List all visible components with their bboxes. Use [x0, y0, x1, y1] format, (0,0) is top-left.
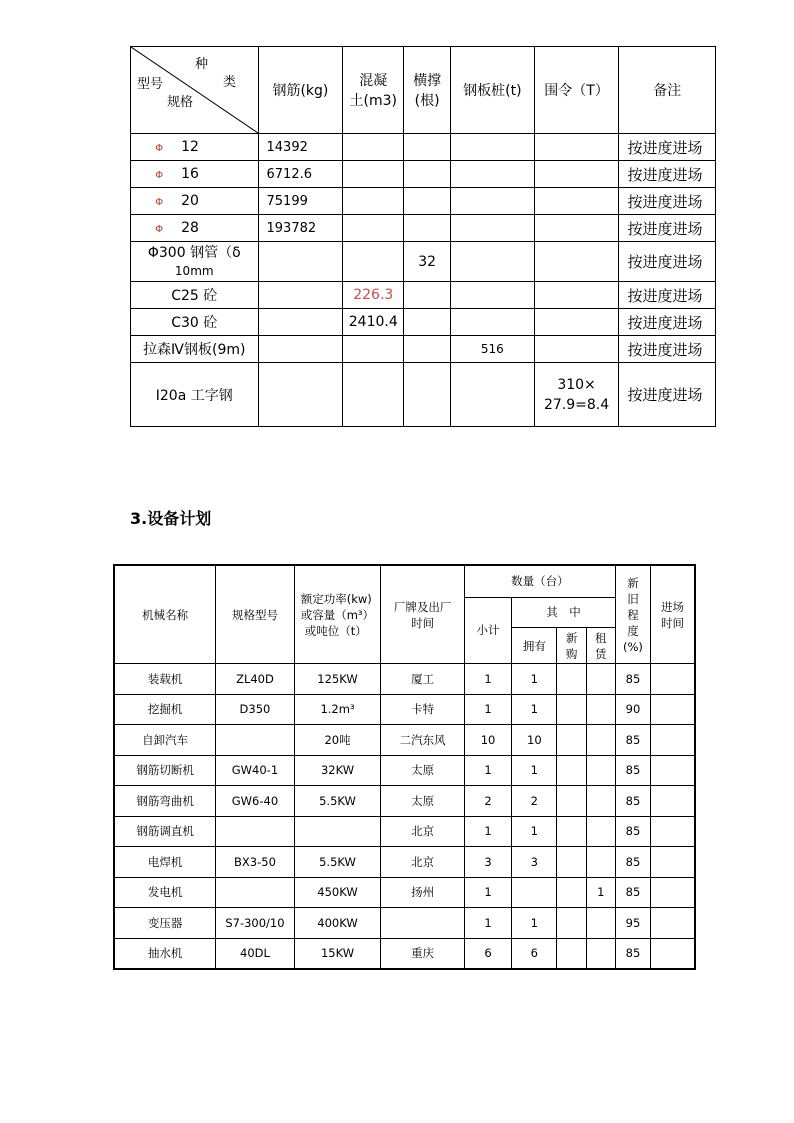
table-row	[131, 363, 716, 427]
name-cell: 挖掘机	[114, 694, 216, 725]
note-cell: 按进度进场	[619, 336, 716, 363]
subtotal-cell: 2	[464, 786, 511, 817]
header-brace: 横撑 (根)	[404, 47, 451, 134]
concrete-cell	[343, 242, 404, 282]
type-cell: C25 砼	[131, 282, 259, 309]
rent-cell	[586, 786, 615, 817]
material-plan-table	[130, 46, 716, 427]
subtotal-cell: 1	[464, 664, 511, 695]
model-cell: D350	[216, 694, 295, 725]
concrete-cell	[343, 336, 404, 363]
rebar-symbol-icon: Φ	[155, 197, 164, 208]
rent-cell	[586, 664, 615, 695]
cond-cell: 85	[615, 847, 650, 878]
cond-cell: 85	[615, 725, 650, 756]
pile-cell: 516	[451, 336, 535, 363]
rebar-symbol-icon: Φ	[155, 224, 164, 235]
cond-cell: 85	[615, 877, 650, 908]
entry-cell	[651, 816, 695, 847]
subtotal-cell: 1	[464, 877, 511, 908]
brand-cell: 厦工	[381, 664, 465, 695]
new-cell	[557, 908, 586, 939]
header-wale: 围令（T）	[534, 47, 619, 134]
rent-cell	[586, 816, 615, 847]
concrete-cell	[343, 134, 404, 161]
concrete-cell	[343, 363, 404, 427]
table-row	[114, 877, 695, 908]
concrete-cell: 2410.4	[343, 309, 404, 336]
header-model: 规格型号	[216, 565, 295, 664]
wale-cell	[534, 215, 619, 242]
note-cell: 按进度进场	[619, 242, 716, 282]
new-cell	[557, 816, 586, 847]
header-entry-time: 进场 时间	[651, 565, 695, 664]
model-cell: ZL40D	[216, 664, 295, 695]
header-subtotal: 小计	[464, 597, 511, 664]
power-cell: 5.5KW	[294, 786, 381, 817]
table-row	[131, 134, 716, 161]
corner-label-left: 型号	[137, 77, 164, 92]
table-row	[131, 309, 716, 336]
rent-cell	[586, 938, 615, 969]
owned-cell: 1	[512, 694, 557, 725]
type-cell: Φ300 钢管（δ 10mm	[131, 242, 259, 282]
section-title: 3.设备计划	[130, 509, 212, 528]
name-cell: 发电机	[114, 877, 216, 908]
table-row	[131, 215, 716, 242]
note-cell: 按进度进场	[619, 161, 716, 188]
header-owned: 拥有	[512, 628, 557, 664]
rent-cell	[586, 694, 615, 725]
header-sheet-pile: 钢板桩(t)	[451, 47, 535, 134]
header-quantity: 数量（台）	[464, 565, 615, 597]
table-row	[114, 908, 695, 939]
power-cell: 15KW	[294, 938, 381, 969]
entry-cell	[651, 755, 695, 786]
type-cell: Φ 28	[131, 215, 259, 242]
new-cell	[557, 786, 586, 817]
note-cell: 按进度进场	[619, 215, 716, 242]
rent-cell	[586, 847, 615, 878]
pile-cell	[451, 188, 535, 215]
new-cell	[557, 877, 586, 908]
table-row	[114, 938, 695, 969]
concrete-cell	[343, 188, 404, 215]
brand-cell: 北京	[381, 847, 465, 878]
header-note: 备注	[619, 47, 716, 134]
brace-cell	[404, 336, 451, 363]
cond-cell: 85	[615, 786, 650, 817]
rebar-cell	[258, 282, 343, 309]
type-cell: C30 砼	[131, 309, 259, 336]
note-cell: 按进度进场	[619, 134, 716, 161]
cond-cell: 85	[615, 664, 650, 695]
wale-cell	[534, 242, 619, 282]
entry-cell	[651, 664, 695, 695]
pile-cell	[451, 161, 535, 188]
header-condition: 新 旧 程 度 (%)	[615, 565, 650, 664]
brace-cell	[404, 161, 451, 188]
brace-cell	[404, 363, 451, 427]
subtotal-cell: 1	[464, 694, 511, 725]
new-cell	[557, 664, 586, 695]
header-brand: 厂牌及出厂 时间	[381, 565, 465, 664]
brand-cell: 北京	[381, 816, 465, 847]
type-cell: I20a 工字钢	[131, 363, 259, 427]
name-cell: 钢筋调直机	[114, 816, 216, 847]
brace-cell	[404, 309, 451, 336]
cond-cell: 95	[615, 908, 650, 939]
concrete-cell: 226.3	[343, 282, 404, 309]
power-cell: 32KW	[294, 755, 381, 786]
power-cell: 125KW	[294, 664, 381, 695]
brand-cell	[381, 908, 465, 939]
power-cell: 5.5KW	[294, 847, 381, 878]
pile-cell	[451, 215, 535, 242]
entry-cell	[651, 725, 695, 756]
note-cell: 按进度进场	[619, 309, 716, 336]
pile-cell	[451, 282, 535, 309]
rebar-cell: 75199	[258, 188, 343, 215]
owned-cell: 1	[512, 664, 557, 695]
brand-cell: 二汽东风	[381, 725, 465, 756]
owned-cell: 1	[512, 755, 557, 786]
table-row	[114, 816, 695, 847]
concrete-cell	[343, 215, 404, 242]
header-rent: 租 赁	[586, 628, 615, 664]
pile-cell	[451, 242, 535, 282]
header-among: 其 中	[512, 597, 616, 628]
new-cell	[557, 847, 586, 878]
owned-cell: 1	[512, 816, 557, 847]
entry-cell	[651, 694, 695, 725]
entry-cell	[651, 847, 695, 878]
corner-label-bottom: 规格	[167, 95, 194, 110]
header-new: 新 购	[557, 628, 586, 664]
rebar-cell	[258, 242, 343, 282]
cond-cell: 90	[615, 694, 650, 725]
subtotal-cell: 10	[464, 725, 511, 756]
owned-cell	[512, 877, 557, 908]
brand-cell: 扬州	[381, 877, 465, 908]
owned-cell: 1	[512, 908, 557, 939]
header-concrete: 混凝 土(m3)	[343, 47, 404, 134]
table-row	[131, 242, 716, 282]
wale-cell	[534, 134, 619, 161]
table-header-row	[114, 565, 695, 597]
rent-cell	[586, 725, 615, 756]
power-cell	[294, 816, 381, 847]
entry-cell	[651, 938, 695, 969]
rent-cell: 1	[586, 877, 615, 908]
brand-cell: 卡特	[381, 694, 465, 725]
corner-label-right: 类	[223, 75, 237, 90]
brand-cell: 重庆	[381, 938, 465, 969]
wale-cell	[534, 161, 619, 188]
table-row	[114, 694, 695, 725]
table-header-row	[131, 47, 716, 134]
name-cell: 自卸汽车	[114, 725, 216, 756]
name-cell: 钢筋弯曲机	[114, 786, 216, 817]
header-power: 额定功率(kw) 或容量（m³） 或吨位（t）	[294, 565, 381, 664]
rebar-cell: 14392	[258, 134, 343, 161]
new-cell	[557, 755, 586, 786]
rebar-cell	[258, 363, 343, 427]
owned-cell: 6	[512, 938, 557, 969]
type-cell: 拉森Ⅳ钢板(9m)	[131, 336, 259, 363]
concrete-cell	[343, 161, 404, 188]
type-cell: Φ 16	[131, 161, 259, 188]
table-row	[131, 336, 716, 363]
table-row	[131, 282, 716, 309]
new-cell	[557, 725, 586, 756]
owned-cell: 10	[512, 725, 557, 756]
brace-cell	[404, 134, 451, 161]
entry-cell	[651, 908, 695, 939]
model-cell	[216, 877, 295, 908]
power-cell: 450KW	[294, 877, 381, 908]
brace-cell	[404, 188, 451, 215]
wale-cell	[534, 336, 619, 363]
rebar-cell: 193782	[258, 215, 343, 242]
cond-cell: 85	[615, 816, 650, 847]
rent-cell	[586, 908, 615, 939]
corner-label-top: 种	[195, 57, 209, 72]
name-cell: 抽水机	[114, 938, 216, 969]
model-cell	[216, 816, 295, 847]
model-cell: GW6-40	[216, 786, 295, 817]
rebar-cell	[258, 309, 343, 336]
type-cell: Φ 20	[131, 188, 259, 215]
cond-cell: 85	[615, 755, 650, 786]
cond-cell: 85	[615, 938, 650, 969]
rebar-symbol-icon: Φ	[155, 170, 164, 181]
wale-cell	[534, 282, 619, 309]
brace-cell: 32	[404, 242, 451, 282]
header-rebar: 钢筋(kg)	[258, 47, 343, 134]
subtotal-cell: 1	[464, 755, 511, 786]
pile-cell	[451, 134, 535, 161]
wale-cell: 310× 27.9=8.4	[534, 363, 619, 427]
note-cell: 按进度进场	[619, 282, 716, 309]
brace-cell	[404, 282, 451, 309]
table-row	[131, 161, 716, 188]
model-cell	[216, 725, 295, 756]
power-cell: 1.2m³	[294, 694, 381, 725]
table-row	[114, 664, 695, 695]
rebar-symbol-icon: Φ	[155, 143, 164, 154]
brace-cell	[404, 215, 451, 242]
model-cell: 40DL	[216, 938, 295, 969]
table-row	[114, 755, 695, 786]
wale-cell	[534, 309, 619, 336]
table-row	[114, 725, 695, 756]
new-cell	[557, 694, 586, 725]
rebar-cell: 6712.6	[258, 161, 343, 188]
rebar-cell	[258, 336, 343, 363]
note-cell: 按进度进场	[619, 188, 716, 215]
model-cell: GW40-1	[216, 755, 295, 786]
model-cell: S7-300/10	[216, 908, 295, 939]
note-cell: 按进度进场	[619, 363, 716, 427]
subtotal-cell: 1	[464, 908, 511, 939]
power-cell: 20吨	[294, 725, 381, 756]
name-cell: 电焊机	[114, 847, 216, 878]
entry-cell	[651, 786, 695, 817]
power-cell: 400KW	[294, 908, 381, 939]
name-cell: 钢筋切断机	[114, 755, 216, 786]
pile-cell	[451, 363, 535, 427]
pile-cell	[451, 309, 535, 336]
table-row	[131, 188, 716, 215]
table-row	[114, 847, 695, 878]
diagonal-header-cell	[131, 47, 259, 134]
name-cell: 装载机	[114, 664, 216, 695]
brand-cell: 太原	[381, 786, 465, 817]
subtotal-cell: 1	[464, 816, 511, 847]
subtotal-cell: 6	[464, 938, 511, 969]
owned-cell: 2	[512, 786, 557, 817]
model-cell: BX3-50	[216, 847, 295, 878]
name-cell: 变压器	[114, 908, 216, 939]
equipment-plan-table	[113, 564, 696, 970]
entry-cell	[651, 877, 695, 908]
brand-cell: 太原	[381, 755, 465, 786]
owned-cell: 3	[512, 847, 557, 878]
header-machine-name: 机械名称	[114, 565, 216, 664]
type-cell: Φ 12	[131, 134, 259, 161]
wale-cell	[534, 188, 619, 215]
subtotal-cell: 3	[464, 847, 511, 878]
rent-cell	[586, 755, 615, 786]
table-row	[114, 786, 695, 817]
new-cell	[557, 938, 586, 969]
